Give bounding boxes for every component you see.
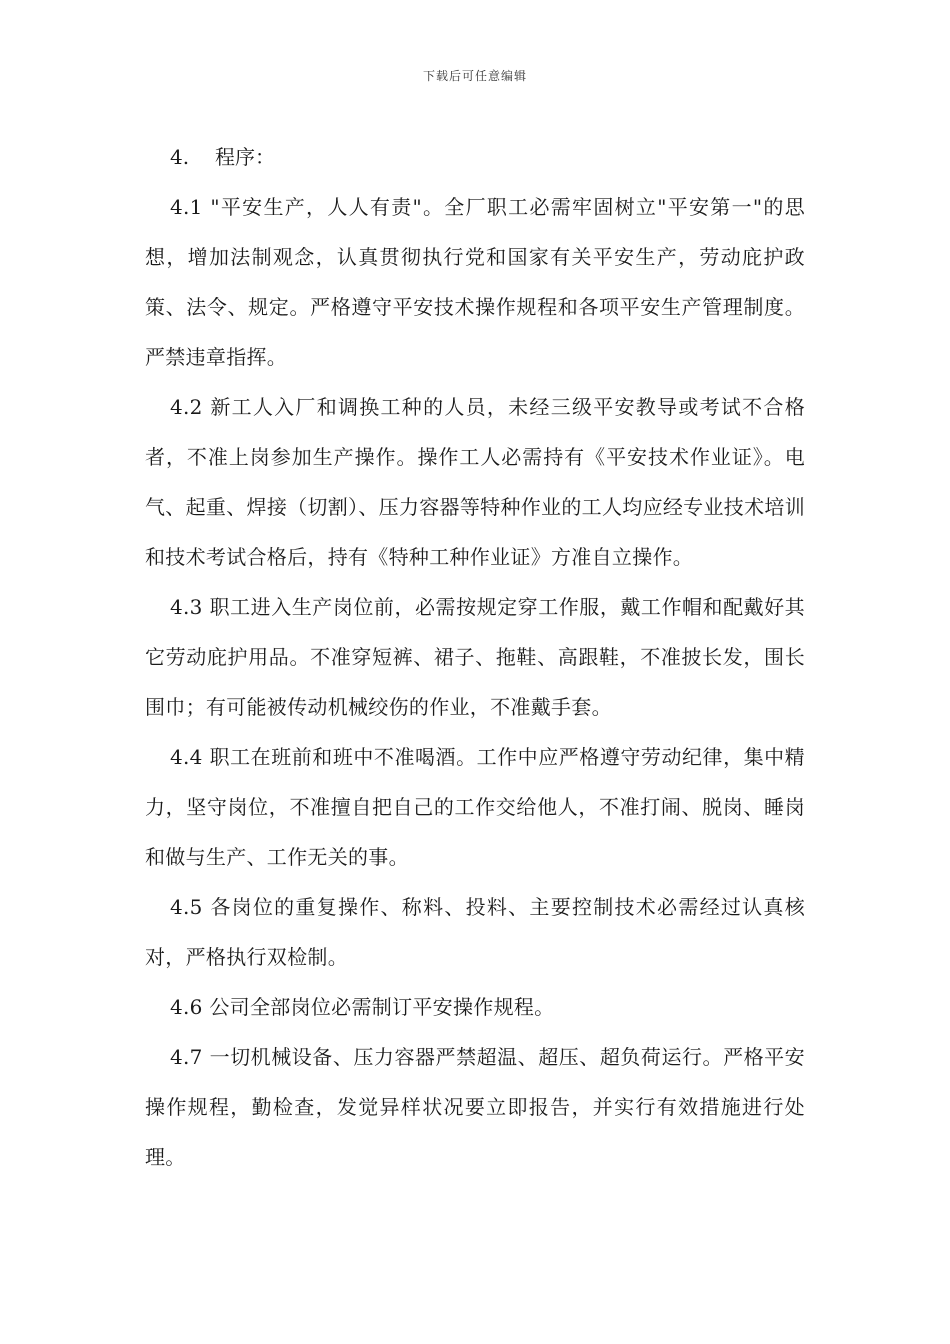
paragraph-4-3: 4.3 职工进入生产岗位前，必需按规定穿工作服，戴工作帽和配戴好其它劳动庇护用品。不准穿短裤、裙子、拖鞋、高跟鞋，不准披长发，围长围巾；有可能被传动机械绞伤的作业，不准戴手套。 — [145, 595, 805, 719]
header-note: 下载后可任意编辑 — [422, 69, 527, 83]
paragraph-4-5: 4.5 各岗位的重复操作、称料、投料、主要控制技术必需经过认真核对，严格执行双检制。 — [145, 895, 805, 969]
paragraph-4-2: 4.2 新工人入厂和调换工种的人员，未经三级平安教导或考试不合格者，不准上岗参加生产操作。操作工人必需持有《平安技术作业证》。电气、起重、焊接（切割）、压力容器等特种作业的工人均应经专业技术培训和技术考试合格后，持有《特种工种作业证》方准自立操作。 — [145, 395, 805, 569]
paragraph-4-6: 4.6 公司全部岗位必需制订平安操作规程。 — [170, 995, 555, 1019]
paragraph-4-4: 4.4 职工在班前和班中不准喝酒。工作中应严格遵守劳动纪律，集中精力，坚守岗位，不准擅自把自己的工作交给他人，不准打闹、脱岗、睡岗和做与生产、工作无关的事。 — [145, 745, 805, 869]
paragraph-4-1: 4.1 "平安生产，人人有责"。全厂职工必需牢固树立"平安第一"的思想，增加法制观念，认真贯彻执行党和国家有关平安生产，劳动庇护政策、法令、规定。严格遵守平安技术操作规程和各项平安生产管理制度。严禁违章指挥。 — [145, 195, 805, 369]
section-heading — [145, 132, 805, 182]
section-number: 4. — [170, 145, 190, 169]
paragraph-4-7: 4.7 一切机械设备、压力容器严禁超温、超压、超负荷运行。严格平安操作规程，勤检查，发觉异样状况要立即报告，并实行有效措施进行处理。 — [145, 1045, 805, 1169]
section-title: 程序： — [215, 145, 275, 169]
document-body — [145, 132, 805, 1182]
